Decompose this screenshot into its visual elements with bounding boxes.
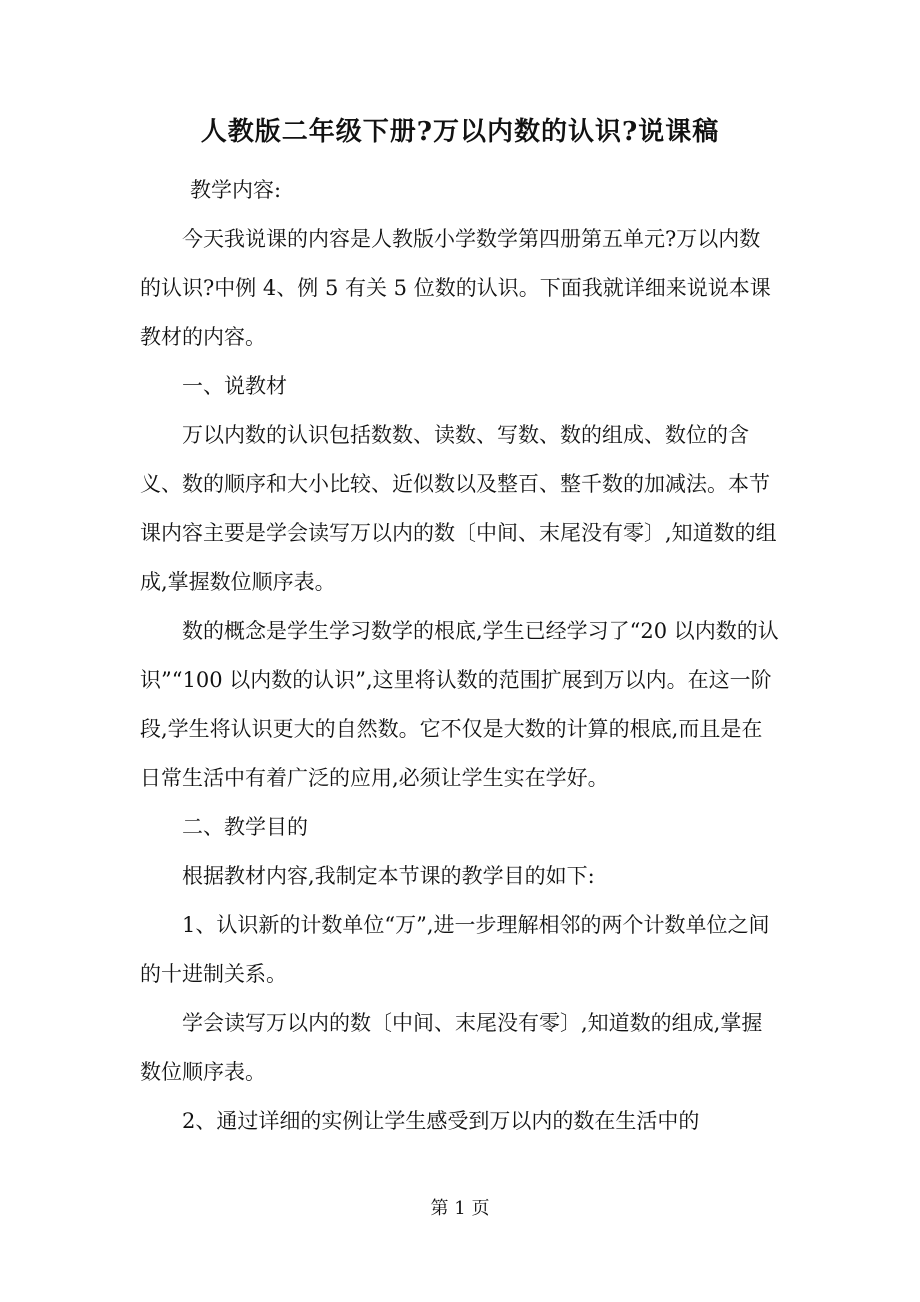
document-title: 人教版二年级下册?万以内数的认识?说课稿 (200, 117, 720, 147)
paragraph-goal-2: 2、通过详细的实例让学生感受到万以内的数在生活中的 (182, 1109, 700, 1133)
paragraph-goal-1: 1、认识新的计数单位“万”,进一步理解相邻的两个计数单位之间的十进制关系。 (140, 913, 770, 986)
paragraph-intro: 今天我说课的内容是人教版小学数学第四册第五单元?万以内数的认识?中例 4、例 5 有关 5 位数的认识。下面我就详细来说说本课教材的内容。 (140, 227, 771, 349)
section-heading-textbook: 一、说教材 (182, 374, 287, 398)
section-heading-teaching-goals: 二、教学目的 (182, 815, 308, 839)
paragraph-goals-intro: 根据教材内容,我制定本节课的教学目的如下: (182, 864, 595, 888)
paragraph-number-concept: 数的概念是学生学习数学的根底,学生已经学习了“20 以内数的认识”“100 以内数的认识”,这里将认数的范围扩展到万以内。在这一阶段,学生将认识更大的自然数。它不仅是大数的计算的根底,而且是在日常生活中有着广泛的应用,必须让学生实在学好。 (140, 619, 779, 790)
page-number: 第 1 页 (430, 1198, 490, 1219)
paragraph-goal-1-detail: 学会读写万以内的数〔中间、末尾没有零〕,知道数的组成,掌握数位顺序表。 (140, 1011, 763, 1084)
paragraph-teaching-content-label: 教学内容: (190, 178, 282, 202)
paragraph-textbook-content: 万以内数的认识包括数数、读数、写数、数的组成、数位的含义、数的顺序和大小比较、近似数以及整百、整千数的加减法。本节课内容主要是学会读写万以内的数〔中间、末尾没有零〕,知道数的组成,掌握数位顺序表。 (140, 423, 777, 594)
document-body (140, 166, 780, 1146)
